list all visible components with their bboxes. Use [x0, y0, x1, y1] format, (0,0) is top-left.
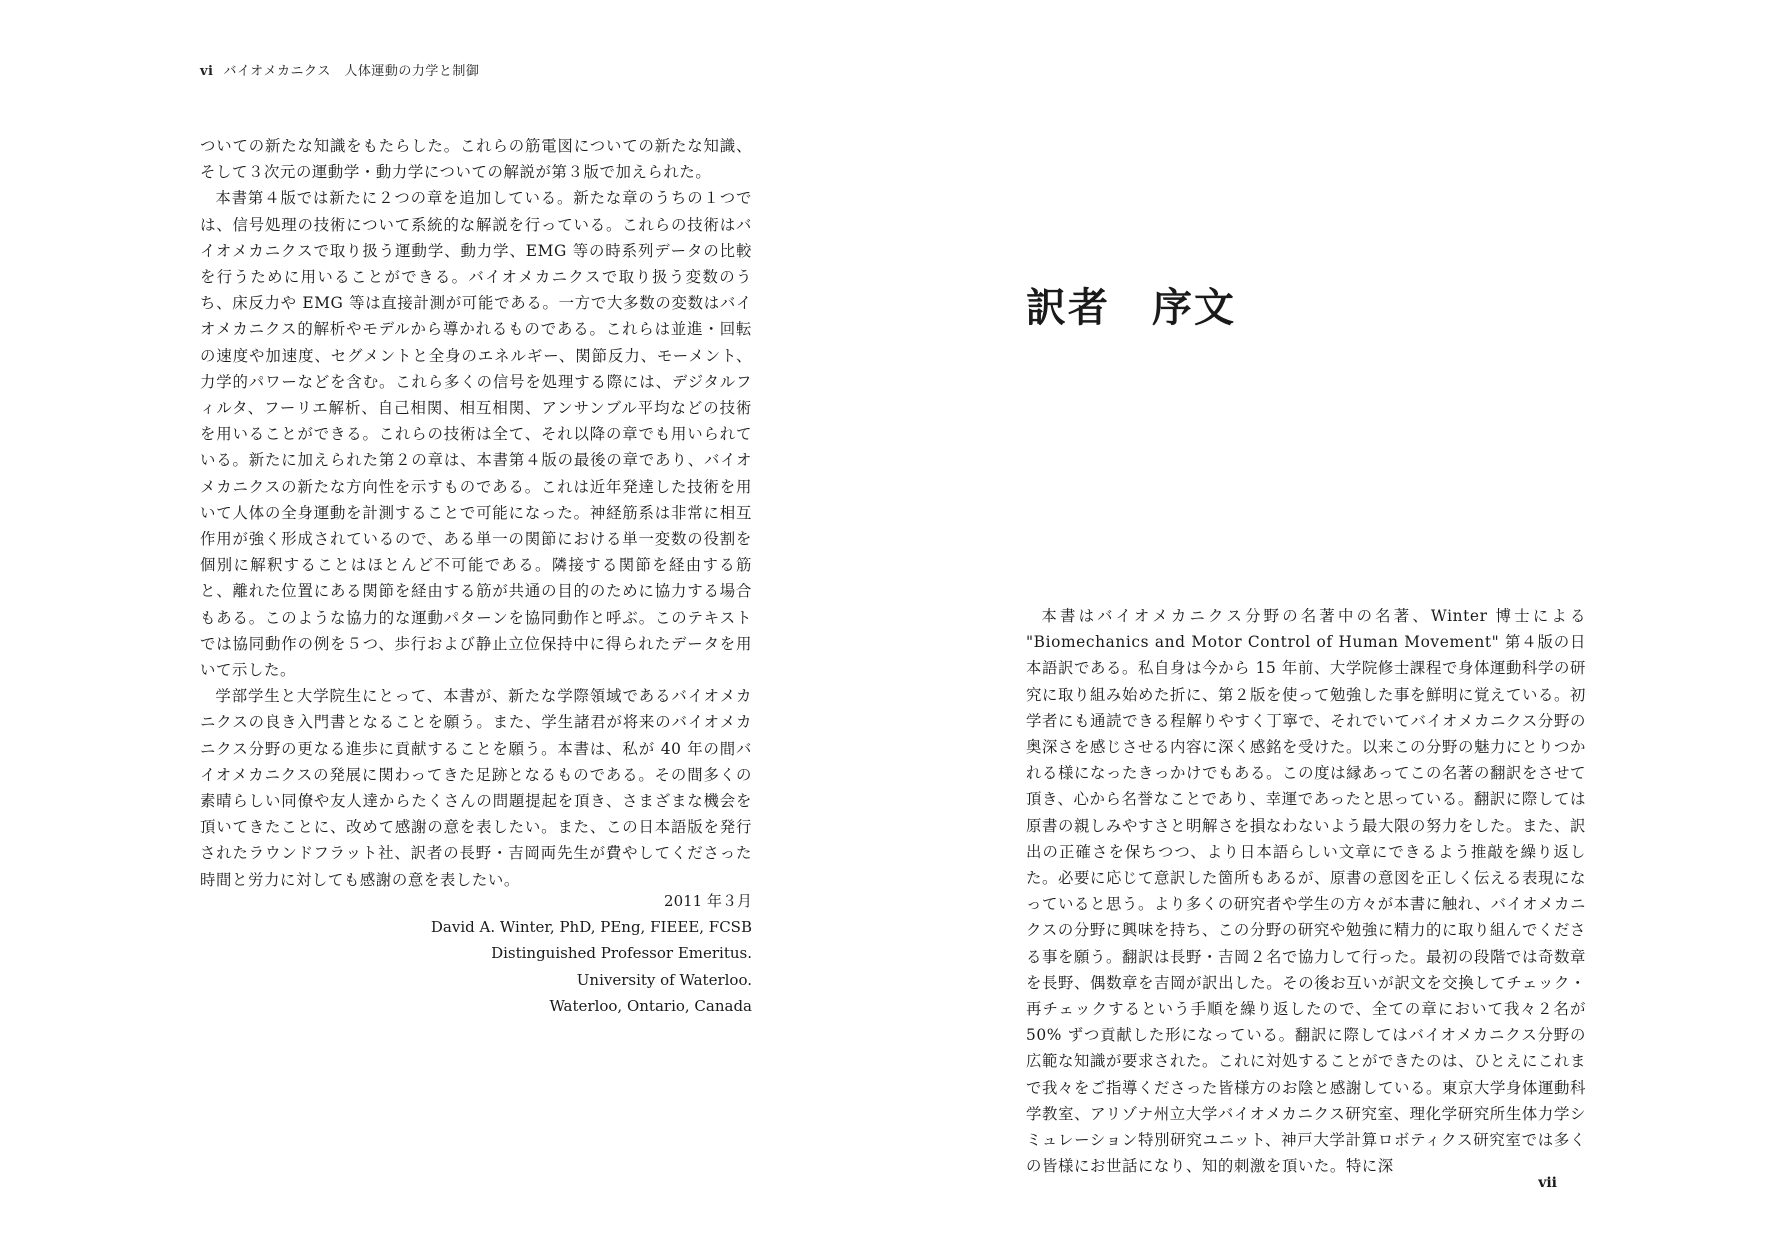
chapter-title: 訳者 序文	[1026, 285, 1236, 331]
signature-location: Waterloo, Ontario, Canada	[549, 996, 752, 1015]
signature-name: David A. Winter, PhD, PEng, FIEEE, FCSB	[430, 918, 752, 937]
translator-preface-paragraph: 本書はバイオメカニクス分野の名著中の名著、Winter 博士による "Biomechanics and Motor Control of Human Movement" 第４版の日本語訳である。私自身は今から 15 年前、大学院修士課程で身体運動科学の研究に取り組み始めた折に、第２版を使って勉強した事を鮮明に覚えている。初学者にも通読できる程解りやすく丁寧で、それでいてバイオメカニクス分野の奥深さを感じさせる内容に深く感銘を受けた。以来この分野の魅力にとりつかれる様になったきっかけでもある。この度は縁あってこの名著の翻訳をさせて頂き、心から名誉なことであり、幸運であったと思っている。翻訳に際しては原書の親しみやすさと明解さを損なわないよう最大限の努力をした。また、訳出の正確さを保ちつつ、より日本語らしい文章にできるよう推敲を繰り返した。必要に応じて意訳した箇所もあるが、原書の意図を正しく伝える表現になっていると思う。より多くの研究者や学生の方々が本書に触れ、バイオメカニクスの分野に興味を持ち、この分野の研究や勉強に精力的に取り組んでくださる事を願う。翻訳は長野・吉岡２名で協力して行った。最初の段階では奇数章を長野、偶数章を吉岡が訳出した。その後お互いが訳文を交換してチェック・再チェックするという手順を繰り返したので、全ての章において我々２名が 50% ずつ貢献した形になっている。翻訳に際してはバイオメカニクス分野の広範な知識が要求された。これに対処することができたのは、ひとえにこれまで我々をご指導くださった皆様方のお陰と感謝している。東京大学身体運動科学教室、アリゾナ州立大学バイオメカニクス研究室、理化学研究所生体力学シミュレーション特別研究ユニット、神戸大学計算ロボティクス研究室では多くの皆様にお世話になり、知的刺激を頂いた。特に深	[1026, 607, 1586, 1176]
page-number-left: vi	[200, 64, 214, 79]
left-page	[0, 0, 883, 1236]
right-body-text	[1026, 603, 1586, 1179]
signature-institution: University of Waterloo.	[576, 970, 752, 989]
signature-title: Distinguished Professor Emeritus.	[491, 944, 752, 963]
paragraph-1: ついての新たな知識をもたらした。これらの筋電図についての新たな知識、そして３次元の運動学・動力学についての解説が第３版で加えられた。	[200, 137, 752, 182]
paragraph-2: 本書第４版では新たに２つの章を追加している。新たな章のうちの１つでは、信号処理の技術について系統的な解説を行っている。これらの技術はバイオメカニクスで取り扱う運動学、動力学、EMG 等の時系列データの比較を行うために用いることができる。バイオメカニクスで取り扱う変数のうち、床反力や EMG 等は直接計測が可能である。一方で大多数の変数はバイオメカニクス的解析やモデルから導かれるものである。これらは並進・回転の速度や加速度、セグメントと全身のエネルギー、関節反力、モーメント、力学的パワーなどを含む。これら多くの信号を処理する際には、デジタルフィルタ、フーリエ解析、自己相関、相互相関、アンサンブル平均などの技術を用いることができる。これらの技術は全て、それ以降の章でも用いられている。新たに加えられた第２の章は、本書第４版の最後の章であり、バイオメカニクスの新たな方向性を示すものである。これは近年発達した技術を用いて人体の全身運動を計測することで可能になった。神経筋系は非常に相互作用が強く形成されているので、ある単一の関節における単一変数の役割を個別に解釈することはほとんど不可能である。隣接する関節を経由する筋と、離れた位置にある関節を経由する筋が共通の目的のために協力する場合もある。このような協力的な運動パターンを協同動作と呼ぶ。このテキストでは協同動作の例を５つ、歩行および静止立位保持中に得られたデータを用いて示した。	[200, 189, 752, 680]
book-title: バイオメカニクス 人体運動の力学と制御	[223, 64, 480, 79]
page-number-right: vii	[1538, 1175, 1557, 1191]
left-body-text	[200, 133, 752, 893]
author-signature	[431, 888, 752, 1019]
right-page	[883, 0, 1767, 1236]
running-head	[200, 60, 479, 79]
paragraph-3: 学部学生と大学院生にとって、本書が、新たな学際領域であるバイオメカニクスの良き入門書となることを願う。また、学生諸君が将来のバイオメカニクス分野の更なる進歩に貢献することを願う。本書は、私が 40 年の間バイオメカニクスの発展に関わってきた足跡となるものである。その間多くの素晴らしい同僚や友人達からたくさんの問題提起を頂き、さまざまな機会を頂いてきたことに、改めて感謝の意を表したい。また、この日本語版を発行されたラウンドフラット社、訳者の長野・吉岡両先生が費やしてくださった時間と労力に対しても感謝の意を表したい。	[200, 687, 752, 889]
signature-date: 2011 年３月	[664, 892, 752, 910]
